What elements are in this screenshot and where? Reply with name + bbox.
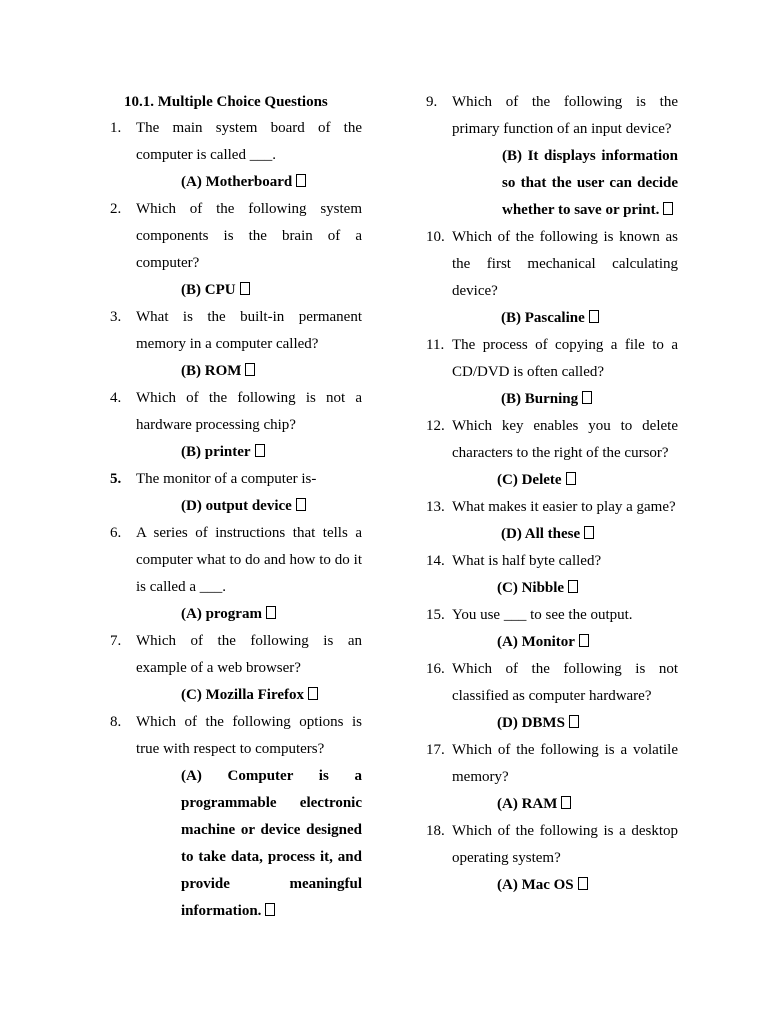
checkbox-glyph-icon bbox=[579, 634, 589, 647]
answer-8 bbox=[110, 763, 362, 925]
question-5 bbox=[110, 466, 362, 493]
question-text: The monitor of a computer is- bbox=[136, 471, 317, 487]
answer-1 bbox=[110, 169, 362, 196]
question-text: Which of the following options is true with respect to computers? bbox=[136, 714, 362, 757]
question-6 bbox=[110, 520, 362, 601]
answer-text: (B) CPU bbox=[181, 282, 236, 298]
question-14 bbox=[426, 548, 678, 575]
question-15 bbox=[426, 602, 678, 629]
answer-12 bbox=[426, 467, 678, 494]
answer-text: (B) printer bbox=[181, 444, 251, 460]
question-text: Which of the following is a desktop operating system? bbox=[452, 823, 678, 866]
question-8 bbox=[110, 709, 362, 763]
answer-text: (A) Computer is a programmable electronic machine or device designed to take data, process it, and provide meaningful information. bbox=[181, 768, 362, 919]
question-number: 4. bbox=[110, 390, 122, 406]
answer-text: (D) output device bbox=[181, 498, 292, 514]
answer-16 bbox=[426, 710, 678, 737]
question-12 bbox=[426, 413, 678, 467]
question-text: A series of instructions that tells a computer what to do and how to do it is called a ___. bbox=[136, 525, 362, 595]
answer-4 bbox=[110, 439, 362, 466]
checkbox-glyph-icon bbox=[296, 498, 306, 511]
question-number: 10. bbox=[426, 229, 445, 245]
answer-text: (B) It displays information so that the user can decide whether to save or print. bbox=[502, 148, 678, 218]
answer-text: (C) Delete bbox=[497, 472, 562, 488]
question-4 bbox=[110, 385, 362, 439]
question-text: Which of the following is a volatile memory? bbox=[452, 742, 678, 785]
question-13 bbox=[426, 494, 678, 521]
checkbox-glyph-icon bbox=[266, 606, 276, 619]
question-9 bbox=[426, 89, 678, 143]
question-number: 6. bbox=[110, 525, 122, 541]
question-text: Which of the following is not classified as computer hardware? bbox=[452, 661, 678, 704]
answer-14 bbox=[426, 575, 678, 602]
question-text: Which of the following is not a hardware processing chip? bbox=[136, 390, 362, 433]
answer-15 bbox=[426, 629, 678, 656]
answer-text: (D) All these bbox=[501, 526, 581, 542]
answer-2 bbox=[110, 277, 362, 304]
question-text: What makes it easier to play a game? bbox=[452, 499, 676, 515]
question-3 bbox=[110, 304, 362, 358]
question-text: You use ___ to see the output. bbox=[452, 607, 633, 623]
answer-3 bbox=[110, 358, 362, 385]
answer-text: (A) RAM bbox=[497, 796, 558, 812]
answer-7 bbox=[110, 682, 362, 709]
question-text: What is the built-in permanent memory in a computer called? bbox=[136, 309, 362, 352]
answer-text: (A) Mac OS bbox=[497, 877, 574, 893]
question-number: 9. bbox=[426, 94, 438, 110]
checkbox-glyph-icon bbox=[296, 174, 306, 187]
question-16 bbox=[426, 656, 678, 710]
question-number: 16. bbox=[426, 661, 445, 677]
question-number: 11. bbox=[426, 337, 445, 353]
answer-text: (B) ROM bbox=[181, 363, 242, 379]
question-text: Which key enables you to delete characters to the right of the cursor? bbox=[452, 418, 678, 461]
answer-11 bbox=[426, 386, 678, 413]
question-text: Which of the following system components is the brain of a computer? bbox=[136, 201, 362, 271]
question-number: 3. bbox=[110, 309, 122, 325]
question-number: 7. bbox=[110, 633, 122, 649]
answer-13 bbox=[426, 521, 678, 548]
answer-text: (B) Burning bbox=[501, 391, 579, 407]
question-11 bbox=[426, 332, 678, 386]
checkbox-glyph-icon bbox=[240, 282, 250, 295]
answer-text: (D) DBMS bbox=[497, 715, 565, 731]
question-10 bbox=[426, 224, 678, 305]
checkbox-glyph-icon bbox=[308, 687, 318, 700]
checkbox-glyph-icon bbox=[245, 363, 255, 376]
question-2 bbox=[110, 196, 362, 277]
left-column bbox=[110, 89, 362, 925]
question-number: 5. bbox=[110, 471, 122, 487]
answer-text: (C) Mozilla Firefox bbox=[181, 687, 305, 703]
question-text: The main system board of the computer is called ___. bbox=[136, 120, 362, 163]
checkbox-glyph-icon bbox=[589, 310, 599, 323]
question-18 bbox=[426, 818, 678, 872]
answer-text: (A) Motherboard bbox=[181, 174, 293, 190]
answer-9 bbox=[426, 143, 678, 224]
answer-text: (A) program bbox=[181, 606, 262, 622]
question-number: 13. bbox=[426, 499, 445, 515]
question-number: 1. bbox=[110, 120, 122, 136]
checkbox-glyph-icon bbox=[568, 580, 578, 593]
question-7 bbox=[110, 628, 362, 682]
checkbox-glyph-icon bbox=[255, 444, 265, 457]
right-column bbox=[426, 89, 678, 899]
question-number: 14. bbox=[426, 553, 445, 569]
checkbox-glyph-icon bbox=[561, 796, 571, 809]
question-text: What is half byte called? bbox=[452, 553, 602, 569]
answer-text: (C) Nibble bbox=[497, 580, 565, 596]
checkbox-glyph-icon bbox=[578, 877, 588, 890]
question-number: 17. bbox=[426, 742, 445, 758]
question-17 bbox=[426, 737, 678, 791]
checkbox-glyph-icon bbox=[265, 903, 275, 916]
checkbox-glyph-icon bbox=[584, 526, 594, 539]
question-number: 15. bbox=[426, 607, 445, 623]
answer-17 bbox=[426, 791, 678, 818]
question-number: 2. bbox=[110, 201, 122, 217]
question-number: 8. bbox=[110, 714, 122, 730]
checkbox-glyph-icon bbox=[582, 391, 592, 404]
answer-5 bbox=[110, 493, 362, 520]
section-title: 10.1. Multiple Choice Questions bbox=[124, 94, 328, 110]
question-text: Which of the following is the primary function of an input device? bbox=[452, 94, 678, 137]
question-text: Which of the following is known as the first mechanical calculating device? bbox=[452, 229, 678, 299]
checkbox-glyph-icon bbox=[566, 472, 576, 485]
answer-text: (B) Pascaline bbox=[501, 310, 585, 326]
question-text: The process of copying a file to a CD/DVD is often called? bbox=[452, 337, 678, 380]
checkbox-glyph-icon bbox=[663, 202, 673, 215]
question-1 bbox=[110, 115, 362, 169]
question-number: 12. bbox=[426, 418, 445, 434]
answer-6 bbox=[110, 601, 362, 628]
answer-18 bbox=[426, 872, 678, 899]
checkbox-glyph-icon bbox=[569, 715, 579, 728]
answer-10 bbox=[426, 305, 678, 332]
answer-text: (A) Monitor bbox=[497, 634, 575, 650]
question-number: 18. bbox=[426, 823, 445, 839]
question-text: Which of the following is an example of a web browser? bbox=[136, 633, 362, 676]
